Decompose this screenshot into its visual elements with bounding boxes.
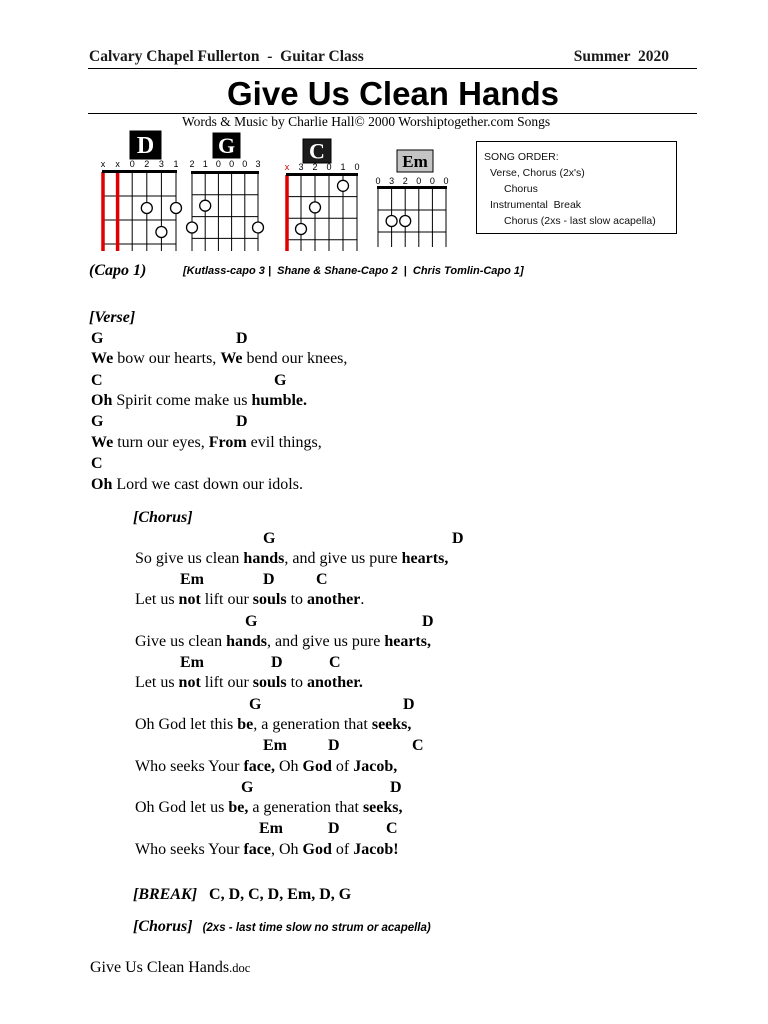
lyric-segment: Who seeks Your (135, 841, 244, 858)
lyric-segment: Oh (91, 392, 113, 409)
lyric-segment: face (243, 841, 271, 858)
break-chords: C, D, C, D, Em, D, G (209, 886, 352, 903)
song-order-heading: SONG ORDER: (484, 151, 559, 163)
lyric-segment: Let us (135, 591, 179, 608)
lyric-segment: God (302, 758, 332, 775)
footer-ext: .doc (229, 961, 251, 975)
chord-diagrams (0, 0, 460, 260)
lyric-segment: evil things, (246, 434, 322, 451)
chord-diagram-d (101, 131, 182, 251)
fingering-label: 0 (242, 159, 248, 169)
chord-line (0, 818, 768, 839)
lyric-segment: God (302, 841, 332, 858)
chord-line (0, 611, 768, 632)
fingering-label: 0 (429, 176, 435, 186)
lyric-segment: not (178, 674, 201, 691)
chord: G (274, 372, 287, 389)
lyric-segment: be, (228, 799, 249, 816)
lyric-segment: Let us (135, 674, 179, 691)
chord: Em (180, 571, 204, 588)
lyric-segment: Give us clean (135, 633, 227, 650)
fingering-label: 0 (416, 176, 422, 186)
fingering-label: 0 (354, 162, 360, 172)
lyric-segment: hands (226, 633, 267, 650)
lyric-line (135, 548, 448, 569)
footer-filename (90, 957, 250, 979)
fingering-label: 1 (202, 159, 208, 169)
nut (191, 171, 259, 174)
chorus-label: [Chorus] (133, 509, 193, 526)
lyric-segment: Who seeks Your (135, 758, 244, 775)
chord: G (241, 779, 254, 796)
chord: D (236, 413, 248, 430)
chord: Em (263, 737, 287, 754)
verse-label: [Verse] (89, 309, 136, 326)
chord: D (422, 613, 434, 630)
fingering-label: 2 (312, 162, 318, 172)
chord: G (263, 530, 276, 547)
lyric-segment: souls (252, 591, 287, 608)
chord: G (91, 330, 104, 347)
song-order-item: Chorus (504, 183, 538, 195)
chord: D (236, 330, 248, 347)
chord-line (0, 735, 768, 756)
chord-line (0, 694, 768, 715)
chord: Em (180, 654, 204, 671)
lyric-line (135, 589, 364, 610)
chord-line (0, 453, 768, 474)
lyric-segment: turn our eyes, (113, 434, 209, 451)
lyric-segment: We (91, 434, 114, 451)
final-chorus-note: (2xs - last time slow no strum or acapella) (202, 922, 431, 934)
lyric-segment: of (331, 841, 354, 858)
chord-line (0, 411, 768, 432)
chord: D (328, 737, 340, 754)
chord-line (0, 652, 768, 673)
chord-line (0, 370, 768, 391)
chord: C (329, 654, 341, 671)
break-line (133, 884, 351, 905)
lyric-segment: Oh (274, 758, 303, 775)
lyric-segment: face, (243, 758, 275, 775)
fingering-label: 3 (158, 159, 164, 169)
fingering-label: 0 (229, 159, 235, 169)
lyric-segment: lift our (200, 591, 253, 608)
chord-diagram-c (285, 138, 360, 251)
song-order-box (476, 141, 677, 234)
chord: D (328, 820, 340, 837)
lyric-segment: bow our hearts, (113, 350, 221, 367)
lyric-segment: not (178, 591, 201, 608)
fingering-label: 3 (389, 176, 395, 186)
chord-name: C (309, 138, 325, 164)
lyric-segment: bend our knees, (242, 350, 348, 367)
lyric-line (135, 714, 411, 735)
song-order-item: Instrumental Break (490, 199, 582, 211)
lyric-segment: , and give us pure (267, 633, 385, 650)
chord-diagram-em (375, 150, 448, 247)
finger-dot (200, 200, 211, 211)
chord-name: D (136, 133, 155, 160)
finger-dot (253, 222, 264, 233)
finger-dot (310, 202, 321, 213)
capo-label: (Capo 1) (89, 262, 147, 279)
lyric-segment: humble. (251, 392, 308, 409)
lyric-segment: Lord we cast down our idols. (112, 476, 303, 493)
fingering-label: x (100, 159, 106, 169)
chord: C (412, 737, 424, 754)
finger-dot (386, 216, 397, 227)
fingering-label: 2 (144, 159, 150, 169)
lyric-segment: We (220, 350, 243, 367)
lyric-segment: Oh (91, 476, 113, 493)
lyric-segment: hearts, (384, 633, 431, 650)
chord-line (0, 528, 768, 549)
lyric-line (135, 797, 403, 818)
fingering-label: 2 (189, 159, 195, 169)
lyric-line (135, 631, 431, 652)
lyric-line (91, 348, 347, 369)
lyric-segment: Spirit come make us (112, 392, 252, 409)
lyric-segment: , and give us pure (284, 550, 402, 567)
chord: G (249, 696, 262, 713)
chord: C (91, 455, 103, 472)
lyric-segment: , Oh (270, 841, 303, 858)
chord-line (0, 569, 768, 590)
lyric-segment: hands (243, 550, 285, 567)
fingering-label: 2 (402, 176, 408, 186)
fingering-label: 0 (129, 159, 135, 169)
nut (286, 173, 358, 176)
chord-diagram-g (187, 133, 264, 251)
lyric-segment: . (360, 591, 365, 608)
chord-name: Em (402, 151, 428, 171)
lyric-segment: We (91, 350, 114, 367)
lyric-segment: another. (307, 674, 363, 691)
finger-dot (296, 224, 307, 235)
header-left: Calvary Chapel Fullerton - Guitar Class (89, 48, 364, 65)
chord: G (245, 613, 258, 630)
lyric-segment: Oh God let us (135, 799, 229, 816)
lyric-line (135, 839, 399, 860)
fingering-label: x (115, 159, 120, 169)
finger-dot (156, 227, 167, 238)
chord: G (91, 413, 104, 430)
final-chorus-line (133, 916, 431, 939)
break-label: [BREAK] (133, 886, 198, 903)
song-order-item: Verse, Chorus (2x's) (490, 167, 585, 179)
lyric-segment: seeks, (371, 716, 412, 733)
fingering-label: 0 (375, 176, 381, 186)
fingering-label: 0 (215, 159, 221, 169)
lyric-segment: be (237, 716, 254, 733)
finger-dot (187, 222, 198, 233)
nut (102, 170, 177, 173)
credits: Words & Music by Charlie Hall© 2000 Worshiptogether.com Songs (182, 114, 551, 129)
lyric-segment: a generation that (248, 799, 363, 816)
lyric-segment: souls (252, 674, 287, 691)
chord: Em (259, 820, 283, 837)
chord: C (91, 372, 103, 389)
lyric-line (91, 390, 307, 411)
lyric-line (135, 756, 397, 777)
lyric-segment: Oh God let this (135, 716, 238, 733)
header-right: Summer 2020 (573, 48, 669, 65)
chord: D (271, 654, 283, 671)
lyric-segment: to (286, 591, 308, 608)
chord: C (316, 571, 328, 588)
lyric-segment: So give us clean (135, 550, 244, 567)
chord: C (386, 820, 398, 837)
chord: D (403, 696, 415, 713)
lyric-segment: From (208, 434, 247, 451)
lyric-segment: to (286, 674, 308, 691)
finger-dot (400, 216, 411, 227)
lyric-segment: lift our (200, 674, 253, 691)
chord: D (263, 571, 275, 588)
lyric-line (91, 474, 303, 495)
lyric-line (91, 432, 322, 453)
chord: D (390, 779, 402, 796)
chord-name: G (217, 132, 236, 158)
song-order-item: Chorus (2xs - last slow acapella) (504, 215, 656, 227)
chord: D (452, 530, 464, 547)
lyric-segment: of (331, 758, 354, 775)
chord-line (0, 328, 768, 349)
finger-dot (171, 203, 182, 214)
final-chorus-label: [Chorus] (133, 918, 193, 935)
nut (377, 186, 447, 189)
finger-dot (141, 203, 152, 214)
fingering-label: 0 (326, 162, 332, 172)
capo-notes: [Kutlass-capo 3 | Shane & Shane-Capo 2 | Chris Tomlin-Capo 1] (183, 265, 524, 277)
lyric-segment: another (307, 591, 361, 608)
fingering-label: x (284, 162, 290, 172)
fingering-label: 1 (340, 162, 346, 172)
fingering-label: 1 (173, 159, 179, 169)
footer-name: Give Us Clean Hands (90, 959, 230, 976)
chord-line (0, 777, 768, 798)
lyric-segment: Jacob, (353, 758, 398, 775)
lyric-segment: hearts, (401, 550, 449, 567)
fingering-label: 3 (255, 159, 261, 169)
song-title: Give Us Clean Hands (227, 75, 559, 112)
fingering-label: 3 (298, 162, 304, 172)
lyric-segment: Jacob! (353, 841, 399, 858)
lyric-line (135, 672, 363, 693)
lyric-segment: , a generation that (253, 716, 372, 733)
finger-dot (338, 180, 349, 191)
fingering-label: 0 (443, 176, 449, 186)
lyric-segment: seeks, (362, 799, 403, 816)
